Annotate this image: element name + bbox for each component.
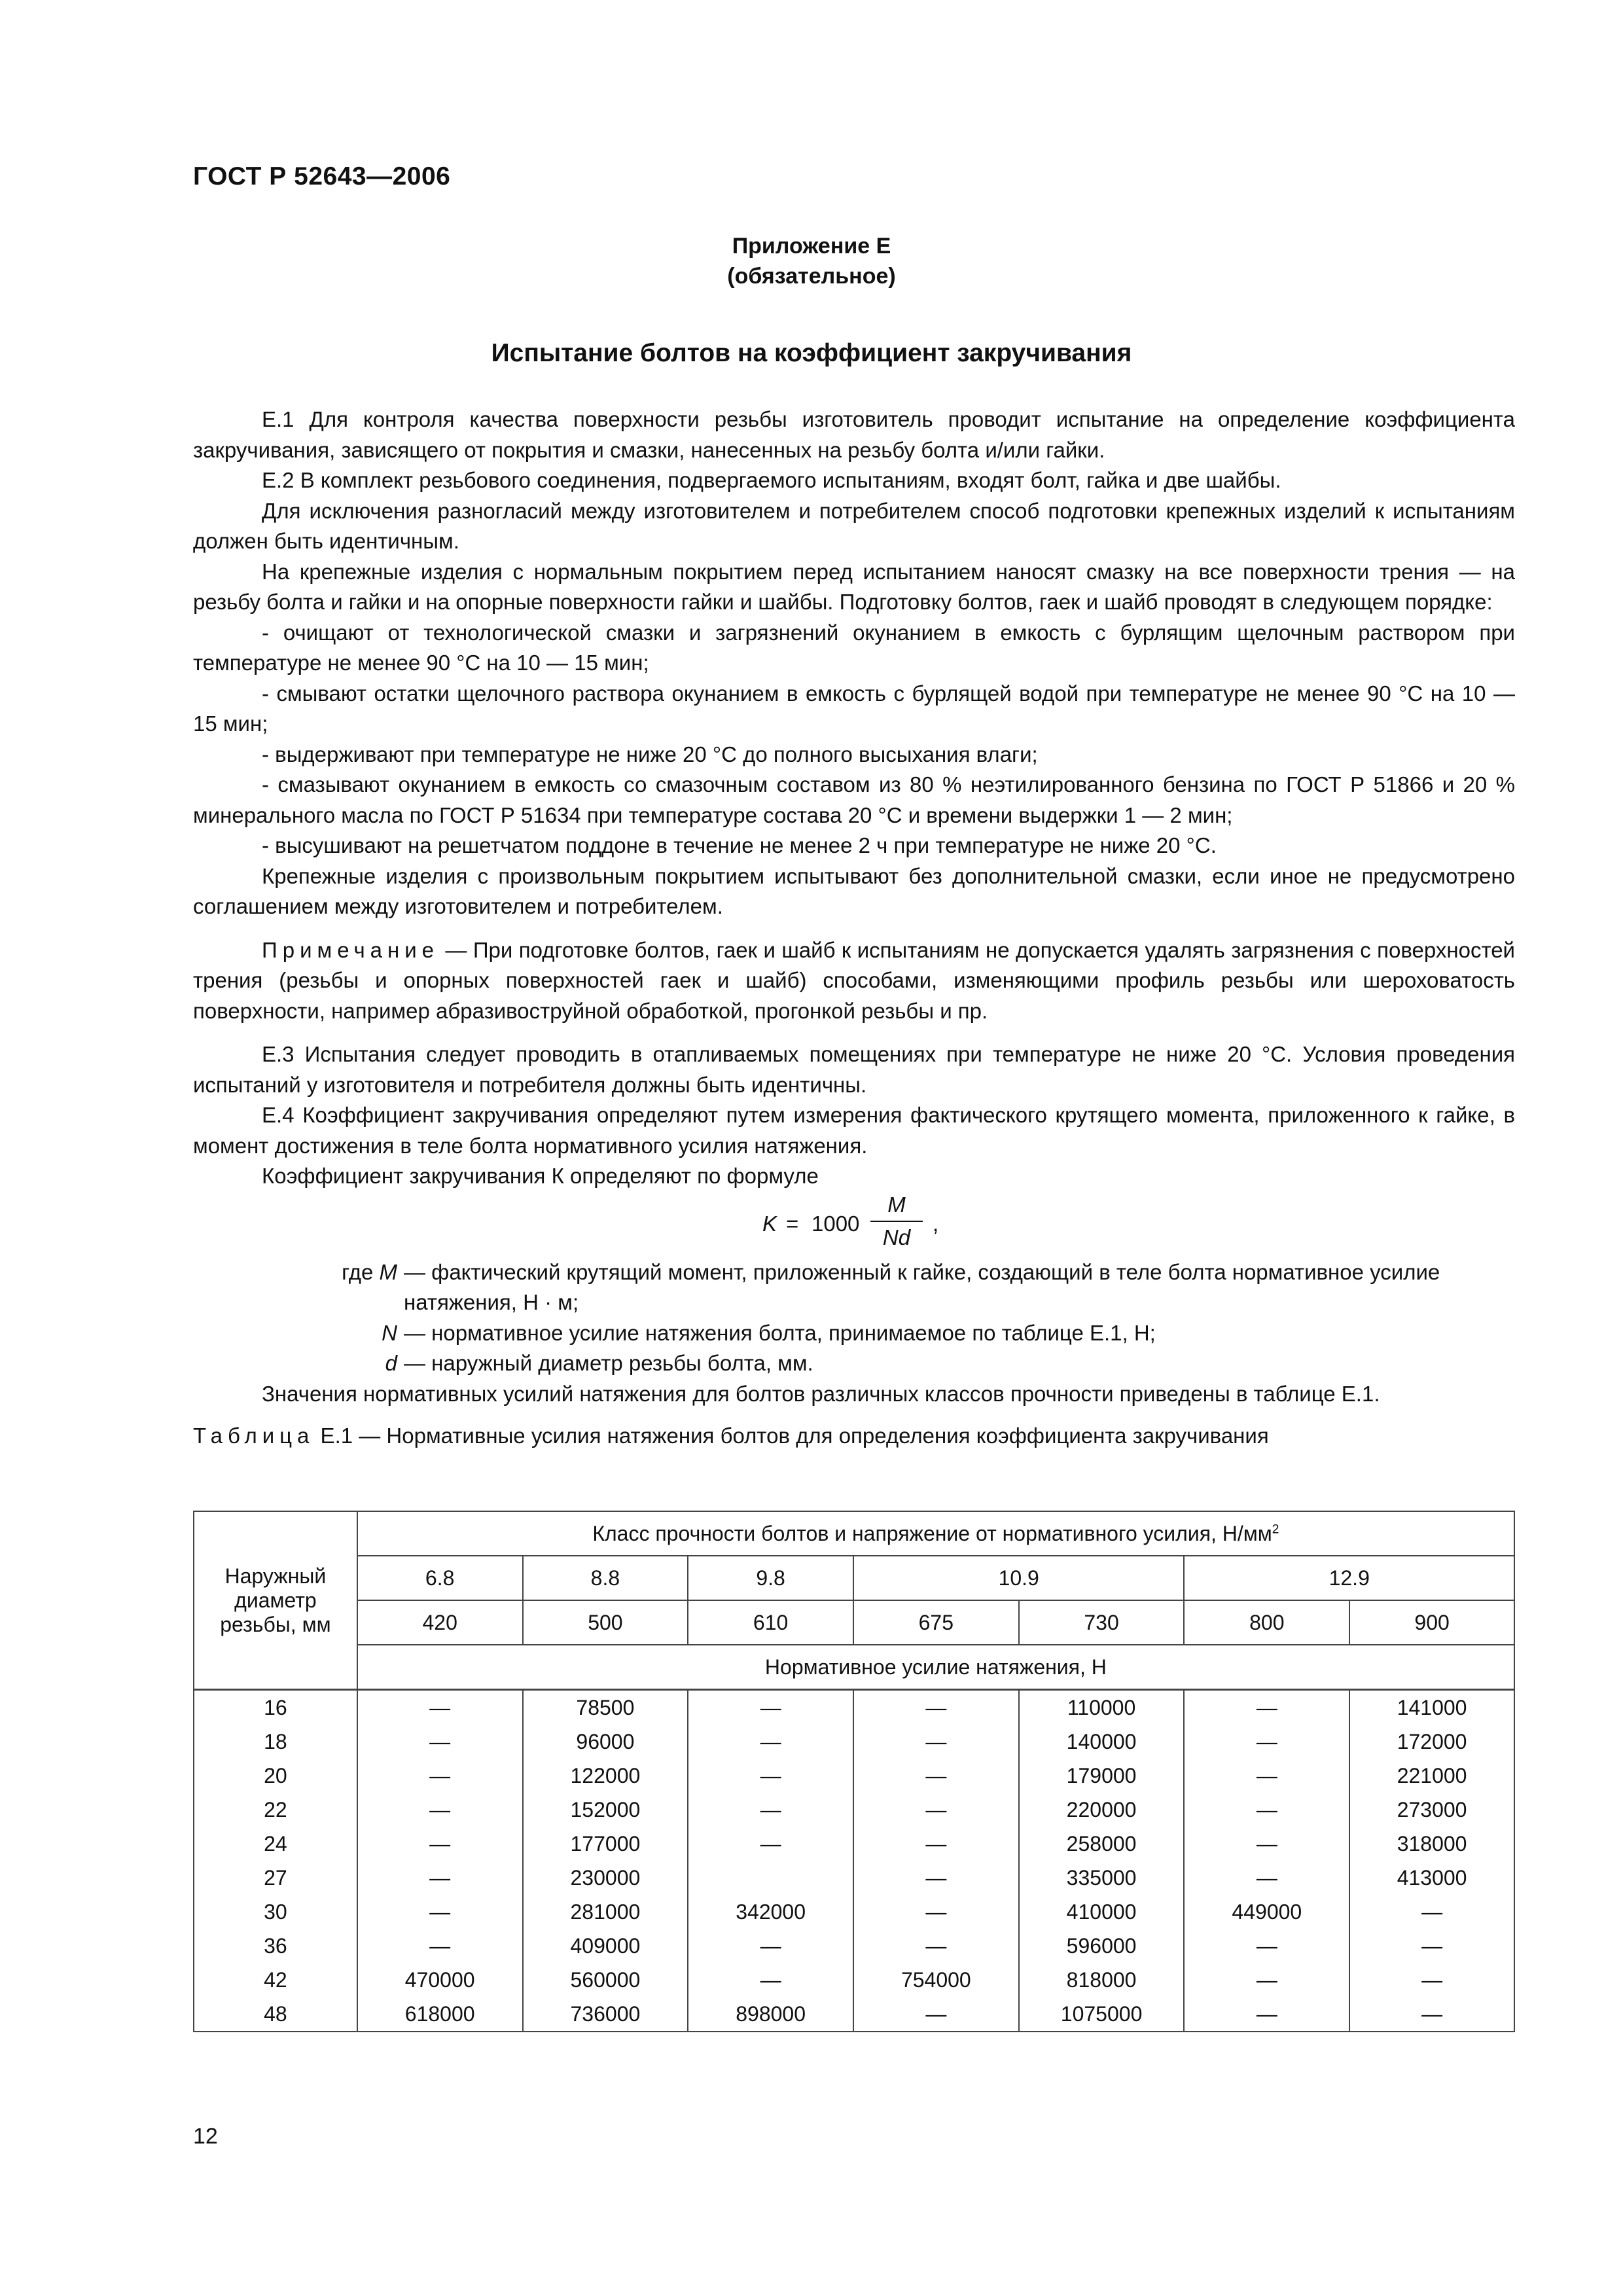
force-cell: —	[357, 1861, 523, 1895]
definition-text: — фактический крутящий момент, приложенный к гайке, создающий в теле болта нормативное усилие натяжения, Н · м;	[404, 1259, 1440, 1314]
diameter-cell: 42	[194, 1963, 357, 1997]
force-cell: —	[688, 1759, 853, 1793]
force-cell: —	[688, 1725, 853, 1759]
note-text: — При подготовке болтов, гаек и шайб к испытаниям не допускается удалять загрязнения с поверхностей трения (резьбы и опорных поверхностей гаек и шайб) способами, изменяющими профиль резьбы или шероховатость поверхности, например абразивоструйной обработкой, прогонкой резьбы и пр.	[193, 937, 1515, 1023]
force-cell: 618000	[357, 1997, 523, 2032]
stress-cell: 610	[688, 1600, 853, 1645]
force-header: Нормативное усилие натяжения, Н	[357, 1645, 1514, 1690]
paragraph-e3: Е.3 Испытания следует проводить в отапливаемых помещениях при температуре не ниже 20 °С. Условия проведения испытаний у изготовителя и потребителя должны быть идентичны.	[193, 1042, 1515, 1097]
force-cell: 273000	[1349, 1793, 1514, 1827]
table-row	[194, 1827, 1514, 1861]
row-header-diameter: Наружный диаметр резьбы, мм	[194, 1511, 357, 1690]
force-cell: 152000	[523, 1793, 688, 1827]
paragraph-table-ref: Значения нормативных усилий натяжения для болтов различных классов прочности приведены в таблице Е.1.	[262, 1381, 1380, 1406]
force-cell: —	[1184, 1793, 1349, 1827]
force-cell: —	[688, 1827, 853, 1861]
diameter-cell: 20	[194, 1759, 357, 1793]
table-row	[194, 1929, 1514, 1963]
force-cell: 754000	[853, 1963, 1019, 1997]
diameter-cell: 27	[194, 1861, 357, 1895]
force-cell: —	[357, 1690, 523, 1725]
class-cell: 10.9	[853, 1556, 1184, 1600]
force-cell: —	[853, 1861, 1019, 1895]
force-cell: 179000	[1019, 1759, 1185, 1793]
document-body	[193, 404, 1515, 1452]
force-cell: —	[1184, 1759, 1349, 1793]
force-cell: —	[688, 1690, 853, 1725]
formula-denominator: Nd	[882, 1225, 911, 1249]
definition-text: — наружный диаметр резьбы болта, мм.	[404, 1351, 813, 1375]
force-cell: 177000	[523, 1827, 688, 1861]
paragraph-e4: Е.4 Коэффициент закручивания определяют путем измерения фактического крутящего момента, приложенного к гайке, в момент достижения в теле болта нормативного усилия натяжения.	[193, 1103, 1515, 1158]
page-number: 12	[193, 2124, 218, 2149]
force-cell: 335000	[1019, 1861, 1185, 1895]
formula-definitions	[193, 1257, 1515, 1379]
class-cell: 6.8	[357, 1556, 523, 1600]
force-cell: —	[1184, 1929, 1349, 1963]
force-cell: 818000	[1019, 1963, 1185, 1997]
list-item-rinse: - смывают остатки щелочного раствора окунанием в емкость с бурлящей водой при температуре не менее 90 °С на 10 — 15 мин;	[193, 681, 1515, 736]
force-cell: 141000	[1349, 1690, 1514, 1725]
formula-numerator: M	[887, 1192, 906, 1217]
force-cell: —	[1184, 1861, 1349, 1895]
force-cell: 78500	[523, 1690, 688, 1725]
diameter-cell: 30	[194, 1895, 357, 1929]
force-cell: 318000	[1349, 1827, 1514, 1861]
force-cell: 281000	[523, 1895, 688, 1929]
formula-fraction	[870, 1192, 923, 1251]
force-cell: 110000	[1019, 1690, 1185, 1725]
force-cell: 96000	[523, 1725, 688, 1759]
force-cell: 410000	[1019, 1895, 1185, 1929]
force-cell: 122000	[523, 1759, 688, 1793]
table-row	[194, 1759, 1514, 1793]
diameter-cell: 36	[194, 1929, 357, 1963]
paragraph-formula-intro: Коэффициент закручивания К определяют по формуле	[262, 1164, 819, 1188]
list-item-dry: - выдерживают при температуре не ниже 20 °С до полного высыхания влаги;	[262, 742, 1038, 766]
class-cell: 8.8	[523, 1556, 688, 1600]
tension-table	[193, 1511, 1515, 2032]
force-cell: —	[357, 1725, 523, 1759]
force-cell: 736000	[523, 1997, 688, 2032]
table-row	[194, 1690, 1514, 1725]
stress-cell: 420	[357, 1600, 523, 1645]
formula-lhs: K	[762, 1211, 777, 1236]
class-cell: 12.9	[1184, 1556, 1514, 1600]
diameter-cell: 24	[194, 1827, 357, 1861]
force-cell: 140000	[1019, 1725, 1185, 1759]
paragraph-arbitrary-coating: Крепежные изделия с произвольным покрытием испытывают без дополнительной смазки, если иное не предусмотрено соглашением между изготовителем и потребителем.	[193, 863, 1515, 918]
force-cell: —	[1184, 1997, 1349, 2032]
table-body	[194, 1690, 1514, 2032]
table-row	[194, 1895, 1514, 1929]
table-caption-text: Е.1 — Нормативные усилия натяжения болтов для определения коэффициента закручивания	[314, 1424, 1269, 1448]
formula-coefficient: 1000	[812, 1211, 860, 1236]
stress-cell: 500	[523, 1600, 688, 1645]
force-cell: 1075000	[1019, 1997, 1185, 2032]
force-cell: 172000	[1349, 1725, 1514, 1759]
formula	[193, 1192, 1515, 1257]
fraction-bar	[870, 1221, 923, 1222]
paragraph-e1: Е.1 Для контроля качества поверхности резьбы изготовитель проводит испытание на определение коэффициента закручивания, зависящего от покрытия и смазки, нанесенных на резьбу болта и/или гайки.	[193, 407, 1515, 462]
force-cell: —	[357, 1759, 523, 1793]
force-cell: 596000	[1019, 1929, 1185, 1963]
force-cell: —	[357, 1929, 523, 1963]
diameter-cell: 18	[194, 1725, 357, 1759]
diameter-cell: 16	[194, 1690, 357, 1725]
definition-n	[193, 1318, 1515, 1349]
force-cell: —	[853, 1690, 1019, 1725]
force-cell: 560000	[523, 1963, 688, 1997]
force-cell: 221000	[1349, 1759, 1514, 1793]
definition-m	[193, 1257, 1515, 1318]
diameter-cell: 22	[194, 1793, 357, 1827]
force-cell: —	[688, 1929, 853, 1963]
stress-cell: 675	[853, 1600, 1019, 1645]
force-cell: —	[1349, 1963, 1514, 1997]
force-cell: —	[1349, 1895, 1514, 1929]
paragraph-e2: Е.2 В комплект резьбового соединения, подвергаемого испытаниям, входят болт, гайка и две шайбы.	[262, 468, 1281, 492]
class-cell: 9.8	[688, 1556, 853, 1600]
force-cell: 449000	[1184, 1895, 1349, 1929]
force-cell: 220000	[1019, 1793, 1185, 1827]
force-cell: 470000	[357, 1963, 523, 1997]
stress-cell: 800	[1184, 1600, 1349, 1645]
table-caption-label: Таблица	[193, 1424, 315, 1448]
force-cell: —	[853, 1997, 1019, 2032]
force-cell: 258000	[1019, 1827, 1185, 1861]
force-cell: —	[1184, 1963, 1349, 1997]
force-cell	[688, 1861, 853, 1895]
diameter-cell: 48	[194, 1997, 357, 2032]
appendix-type: (обязательное)	[727, 264, 896, 289]
force-cell: —	[688, 1793, 853, 1827]
force-cell: 413000	[1349, 1861, 1514, 1895]
table-row	[194, 1793, 1514, 1827]
force-cell: 342000	[688, 1895, 853, 1929]
table-row	[194, 1861, 1514, 1895]
force-cell: —	[853, 1725, 1019, 1759]
formula-equals: =	[786, 1211, 799, 1236]
list-item-clean: - очищают от технологической смазки и загрязнений окунанием в емкость с бурлящим щелочным раствором при температуре не менее 90 °С на 10 — 15 мин;	[193, 620, 1515, 675]
force-cell: —	[688, 1963, 853, 1997]
stress-cell: 900	[1349, 1600, 1514, 1645]
section-title: Испытание болтов на коэффициент закручивания	[491, 339, 1132, 367]
table-caption	[193, 1421, 1515, 1452]
force-cell: —	[357, 1895, 523, 1929]
force-cell: —	[1184, 1827, 1349, 1861]
definition-lead: где	[342, 1259, 380, 1284]
definition-text: — нормативное усилие натяжения болта, принимаемое по таблице Е.1, Н;	[404, 1320, 1156, 1345]
table-row	[194, 1997, 1514, 2032]
force-cell: —	[1184, 1725, 1349, 1759]
table-row	[194, 1725, 1514, 1759]
paragraph-disagreement: Для исключения разногласий между изготовителем и потребителем способ подготовки крепежных изделий к испытаниям должен быть идентичным.	[193, 498, 1515, 553]
force-cell: —	[853, 1793, 1019, 1827]
force-cell: 409000	[523, 1929, 688, 1963]
force-cell: —	[1184, 1690, 1349, 1725]
note-label: Примечание	[262, 937, 440, 962]
note	[193, 935, 1515, 1027]
formula-comma: ,	[933, 1211, 939, 1236]
class-header: Класс прочности болтов и напряжение от нормативного усилия, $Н/мм^2$	[357, 1511, 1514, 1556]
force-cell: —	[357, 1827, 523, 1861]
paragraph-normal-coating: На крепежные изделия с нормальным покрытием перед испытанием наносят смазку на все поверхности трения — на резьбу болта и гайки и на опорные поверхности гайки и шайбы. Подготовку болтов, гаек и шайб проводят в следующем порядке:	[193, 559, 1515, 614]
appendix-title: Приложение Е	[732, 234, 891, 259]
force-cell: —	[853, 1895, 1019, 1929]
definition-symbol: M	[379, 1259, 397, 1284]
definition-symbol: N	[382, 1320, 397, 1345]
list-item-lubricate: - смазывают окунанием в емкость со смазочным составом из 80 % неэтилированного бензина по ГОСТ Р 51866 и 20 % минерального масла по ГОСТ Р 51634 при температуре состава 20 °С и времени выдержки 1 — 2 мин;	[193, 772, 1515, 827]
list-item-air-dry: - высушивают на решетчатом поддоне в течение не менее 2 ч при температуре не ниже 20 °С.	[262, 833, 1217, 857]
force-cell: —	[1349, 1929, 1514, 1963]
definition-symbol: d	[385, 1351, 397, 1375]
force-cell: 898000	[688, 1997, 853, 2032]
force-cell: —	[1349, 1997, 1514, 2032]
force-cell: —	[357, 1793, 523, 1827]
force-cell: —	[853, 1929, 1019, 1963]
force-cell: 230000	[523, 1861, 688, 1895]
table-row	[194, 1963, 1514, 1997]
force-cell: —	[853, 1827, 1019, 1861]
stress-cell: 730	[1019, 1600, 1185, 1645]
document-code: ГОСТ Р 52643—2006	[193, 162, 451, 190]
force-cell: —	[853, 1759, 1019, 1793]
definition-d	[193, 1348, 1515, 1379]
